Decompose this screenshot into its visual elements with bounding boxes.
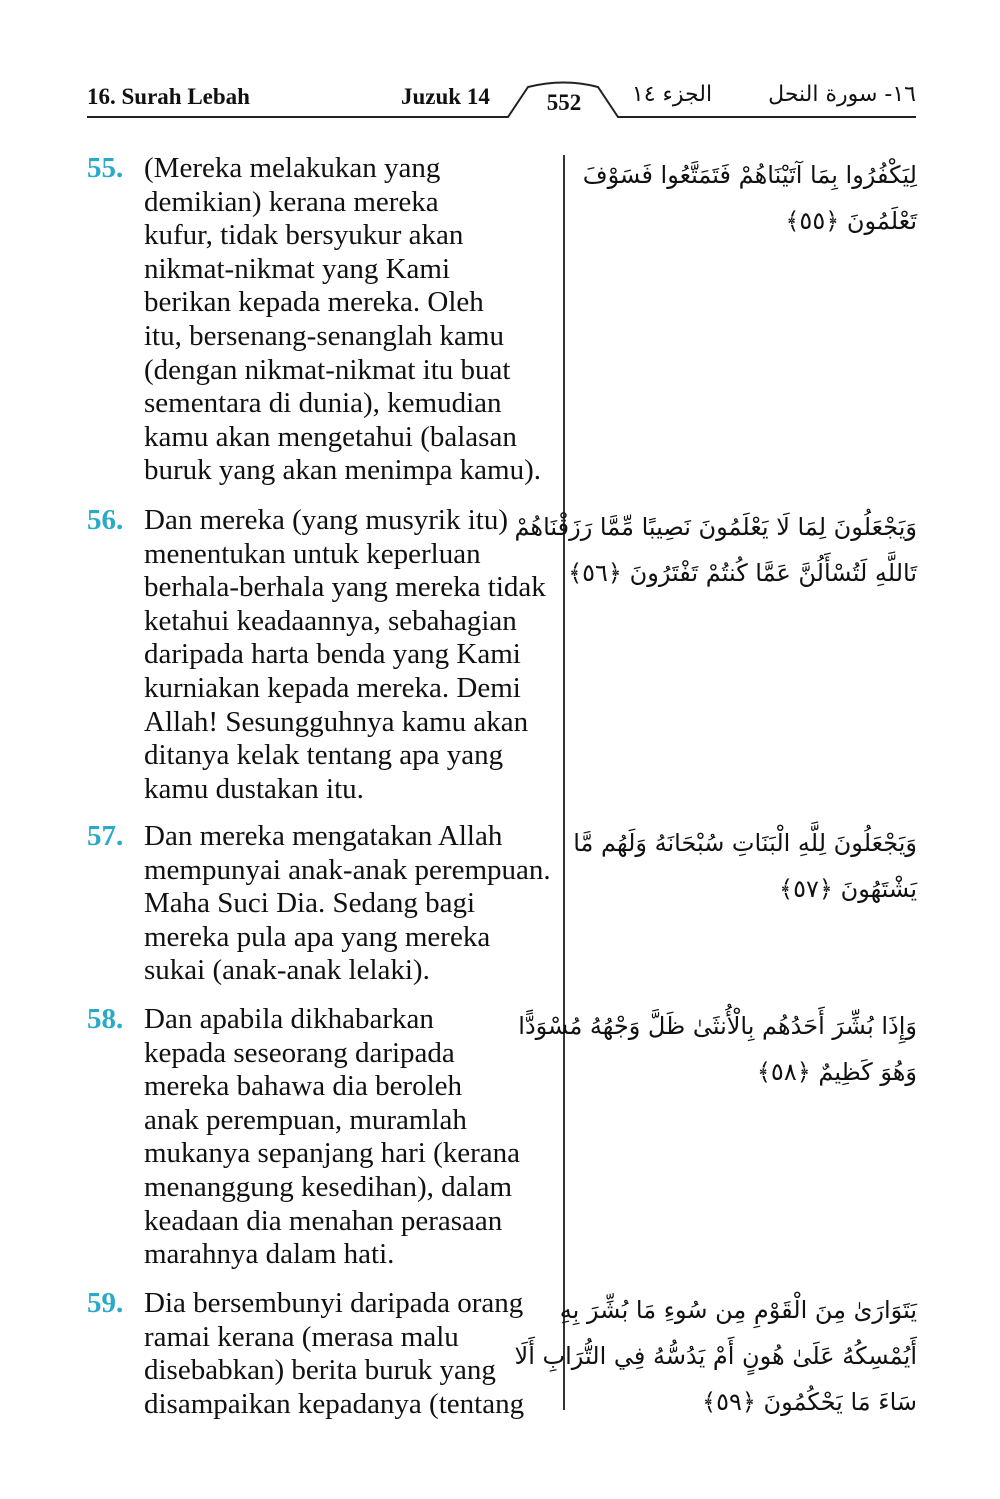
page-number: 552 [546,90,582,115]
verse-number: 58. [87,1003,124,1035]
verse-55-arabic: لِيَكْفُرُوا بِمَا آتَيْنَاهُمْ فَتَمَتَّعُوا فَسَوْفَ تَعْلَمُونَ ﴿٥٥﴾ [582,161,917,235]
verse-text: Dan mereka mengatakan Allah mempunyai anak-anak perempuan. Maha Suci Dia. Sedang bagi mereka pula apa yang mereka sukai (anak-anak lelaki). [144,820,551,987]
surah-name-latin: 16. Surah Lebah [87,84,250,109]
verse-text: Dan mereka (yang musyrik itu) menentukan untuk keperluan berhala-berhala yang mereka tidak ketahui keadaannya, sebahagian daripada harta benda yang Kami kurniakan kepada mereka. Demi Allah! Sesungguhnya kamu akan ditanya kelak tentang apa yang kamu dustakan itu. [144,504,546,805]
verse-number: 59. [87,1287,124,1319]
verse-number: 55. [87,152,124,184]
verse-56-arabic: وَيَجْعَلُونَ لِمَا لَا يَعْلَمُونَ نَصِيبًا مِّمَّا رَزَقْنَاهُمْ تَاللَّهِ لَتُسْأَلُنَّ عَمَّا كُنتُمْ تَفْتَرُونَ ﴿٥٦﴾ [514,513,917,587]
verse-number: 57. [87,820,124,852]
verse-number: 56. [87,504,124,536]
verse-text: Dia bersembunyi daripada orang ramai kerana (merasa malu disebabkan) berita buruk yang disampaikan kepadanya (tentang [144,1287,525,1420]
verse-text: Dan apabila dikhabarkan kepada seseorang daripada mereka bahawa dia beroleh anak perempuan, muramlah mukanya sepanjang hari (kerana menanggung kesedihan), dalam keadaan dia menahan perasaan marahnya dalam hati. [144,1003,521,1271]
verse-57-arabic: وَيَجْعَلُونَ لِلَّهِ الْبَنَاتِ سُبْحَانَهُ وَلَهُم مَّا يَشْتَهُونَ ﴿٥٧﴾ [573,829,917,903]
juzuk-label: Juzuk 14 [401,84,490,109]
verse-text: (Mereka melakukan yang demikian) kerana mereka kufur, tidak bersyukur akan nikmat-nikmat yang Kami berikan kepada mereka. Oleh itu, bersenang-senanglah kamu (dengan nikmat-nikmat itu buat sementara di dunia), kemudian kamu akan mengetahui (balasan buruk yang akan menimpa kamu). [144,152,542,487]
header-rule [0,0,1000,140]
verse-58-arabic: وَإِذَا بُشِّرَ أَحَدُهُم بِالْأُنثَىٰ ظَلَّ وَجْهُهُ مُسْوَدًّا وَهُوَ كَظِيمٌ ﴿٥٨﴾ [518,1012,917,1086]
juz-label-arabic: الجزء ١٤ [631,82,713,107]
surah-name-arabic: ١٦- سورة النحل [768,82,916,107]
verse-59-arabic: يَتَوَارَىٰ مِنَ الْقَوْمِ مِن سُوءِ مَا بُشِّرَ بِهِ أَيُمْسِكُهُ عَلَىٰ هُونٍ أَمْ يَدُسُّهُ فِي التُّرَابِ أَلَا سَاءَ مَا يَحْكُمُونَ ﴿٥٩﴾ [514,1296,917,1416]
